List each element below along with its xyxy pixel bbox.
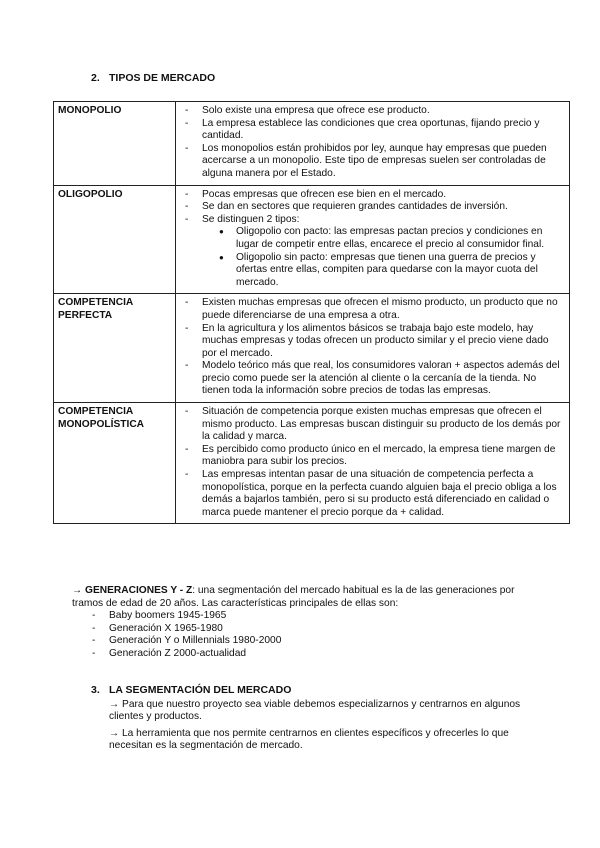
- section-number: 3.: [91, 684, 100, 696]
- list-item: - Es percibido como producto único en el mercado, la empresa tiene margen de maniobra para subir los precios.: [182, 444, 564, 469]
- list-item: - Generación X 1965-1980: [89, 623, 542, 636]
- market-type-name: OLIGOPOLIO: [54, 185, 176, 294]
- generations-intro-text: : una segmentación del mercado habitual es la de las generaciones por tramos de edad de 20 años. Las características principales de ellas son:: [72, 585, 515, 609]
- generations-section: [72, 585, 542, 661]
- list-item: - Modelo teórico más que real, los consumidores valoran + aspectos además del precio como puede ser la atención al cliente o la cercanía de la tienda. No tienen toda la información sobre precios de todas las empresas.: [182, 360, 564, 398]
- section-number: 2.: [91, 72, 100, 84]
- dash-list: [182, 189, 564, 227]
- table-row-monopolio: [54, 102, 570, 186]
- list-item: - Solo existe una empresa que ofrece ese producto.: [182, 105, 564, 118]
- dash-list: [182, 406, 564, 519]
- section-title: LA SEGMENTACIÓN DEL MERCADO: [109, 684, 292, 696]
- list-item: - Existen muchas empresas que ofrecen el mismo producto, un producto que no puede diferenciarse de una empresa a otra.: [182, 297, 564, 322]
- list-item: - Pocas empresas que ofrecen ese bien en el mercado.: [182, 189, 564, 202]
- market-type-description: [176, 185, 570, 294]
- market-type-name: MONOPOLIO: [54, 102, 176, 186]
- section-2-heading: [91, 72, 215, 85]
- generations-intro: [72, 585, 542, 610]
- list-item: - Se distinguen 2 tipos:: [182, 214, 564, 227]
- list-item: - Se dan en sectores que requieren grandes cantidades de inversión.: [182, 201, 564, 214]
- list-item: - Las empresas intentan pasar de una situación de competencia perfecta a monopolística, porque en la perfecta cuando alguien baja el precio obliga a los demás a bajarlos también, pero si su producto está diferenciado en calidad o marca puede mantener el precio porque da + calidad.: [182, 469, 564, 519]
- list-item: - La empresa establece las condiciones que crea oportunas, fijando precio y cantidad.: [182, 118, 564, 143]
- dash-list: [182, 297, 564, 398]
- table-row-competencia-perfecta: [54, 294, 570, 403]
- list-item: - Generación Z 2000-actualidad: [89, 648, 542, 661]
- market-type-name: COMPETENCIA MONOPOLÍSTICA: [54, 403, 176, 524]
- generations-list: [72, 610, 542, 660]
- paragraph: → Para que nuestro proyecto sea viable debemos especializarnos y centrarnos en algunos clientes y productos.: [109, 698, 521, 723]
- bullet-item: ● Oligopolio con pacto: las empresas pactan precios y condiciones en lugar de competir entre ellas, encarece el precio al consumidor final.: [219, 226, 564, 251]
- market-type-description: [176, 294, 570, 403]
- section-3: [91, 684, 551, 753]
- list-item: - En la agricultura y los alimentos básicos se trabaja bajo este modelo, hay muchas empresas y todas ofrecen un producto similar y el precio viene dado por el mercado.: [182, 323, 564, 361]
- generations-title: GENERACIONES Y - Z: [85, 585, 193, 596]
- market-type-name: COMPETENCIA PERFECTA: [54, 294, 176, 403]
- bullet-item: ● Oligopolio sin pacto: empresas que tienen una guerra de precios y ofertas entre ellas, compiten para quedarse con la mayor cuota del mercado.: [219, 252, 564, 290]
- dash-list: [182, 105, 564, 181]
- section-title: TIPOS DE MERCADO: [109, 72, 216, 84]
- bullet-list: [182, 226, 564, 289]
- market-type-description: [176, 403, 570, 524]
- section-3-heading: [91, 684, 551, 697]
- arrow: →: [72, 585, 83, 596]
- list-item: - Situación de competencia porque existen muchas empresas que ofrecen el mismo producto. Las empresas buscan distinguir su producto de los demás por la calidad y marca.: [182, 406, 564, 444]
- market-type-description: [176, 102, 570, 186]
- paragraph: → La herramienta que nos permite centrarnos en clientes específicos y ofrecerles lo que necesitan es la segmentación de mercado.: [109, 727, 509, 752]
- list-item: - Generación Y o Millennials 1980-2000: [89, 635, 542, 648]
- market-types-table: [53, 101, 570, 524]
- table-row-oligopolio: [54, 185, 570, 294]
- list-item: - Los monopolios están prohibidos por ley, aunque hay empresas que pueden acercarse a un monopolio. Este tipo de empresas suelen ser controladas de alguna manera por el Estado.: [182, 143, 564, 181]
- table-row-competencia-monopolistica: [54, 403, 570, 524]
- list-item: - Baby boomers 1945-1965: [89, 610, 542, 623]
